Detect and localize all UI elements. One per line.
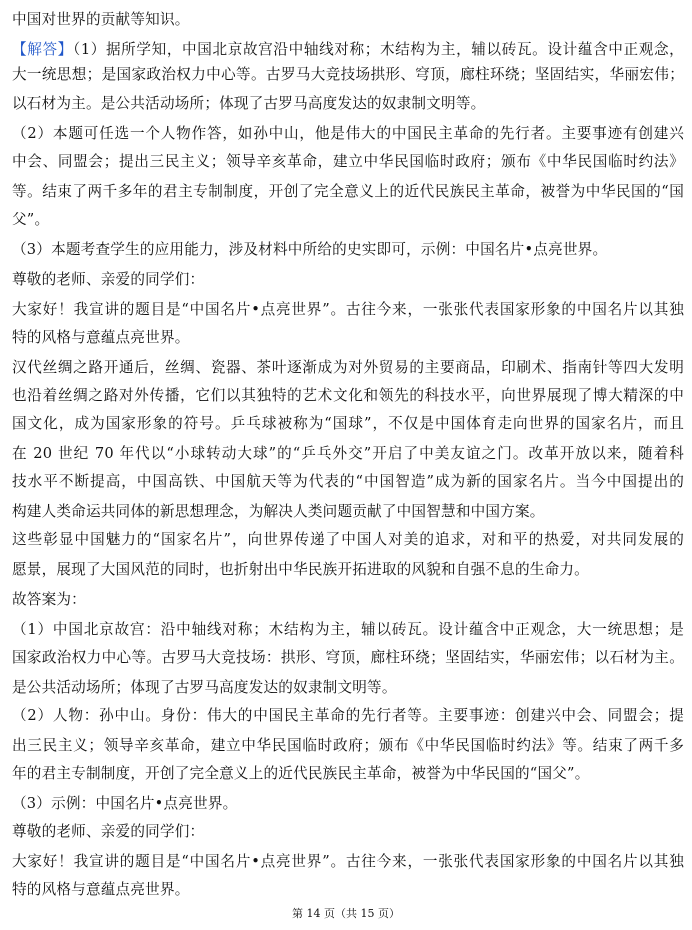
text-line bbox=[12, 852, 684, 872]
text-line bbox=[12, 240, 684, 260]
line-text: 特的风格与意蕴点亮世界。 bbox=[12, 881, 190, 898]
text-line bbox=[12, 648, 684, 668]
text-line bbox=[12, 40, 684, 60]
text-line bbox=[12, 414, 684, 434]
line-text: 尊敬的老师、亲爱的同学们： bbox=[12, 823, 205, 840]
line-text: 构建人类命运共同体的新思想理念，为解决人类问题贡献了中国智慧和中国方案。 bbox=[12, 503, 545, 520]
line-text: 故答案为： bbox=[12, 591, 86, 608]
text-line bbox=[12, 386, 684, 406]
text-line bbox=[12, 706, 684, 726]
line-text: （3）本题考查学生的应用能力，涉及材料中所给的史实即可，示例：中国名片•点亮世界。 bbox=[12, 241, 608, 258]
line-text: 也沿着丝绸之路对外传播，它们以其独特的艺术文化和领先的科技水平，向世界展现了博大精深的中 bbox=[12, 387, 684, 404]
line-text: （1）中国北京故宫：沿中轴线对称；木结构为主，辅以砖瓦。设计蕴含中正观念，大一统思想；是 bbox=[12, 621, 684, 638]
text-line bbox=[12, 328, 684, 348]
line-text: 国文化，成为国家形象的符号。乒乓球被称为“国球”，不仅是中国体育走向世界的国家名片，而且 bbox=[12, 415, 684, 432]
line-text: 以石材为主。是公共活动场所；体现了古罗马高度发达的奴隶制文明等。 bbox=[12, 95, 486, 112]
line-text: 大家好！我宣讲的题目是“中国名片•点亮世界”。古往今来，一张张代表国家形象的中国名片以其独 bbox=[12, 301, 684, 318]
line-text: 国家政治权力中心等。古罗马大竞技场：拱形、穹顶，廊柱环绕；坚固结实，华丽宏伟；以石材为主。 bbox=[12, 649, 684, 666]
text-line bbox=[12, 182, 684, 202]
line-text: 愿景，展现了大国风范的同时，也折射出中华民族开拓进取的风貌和自强不息的生命力。 bbox=[12, 561, 589, 578]
text-line bbox=[12, 794, 684, 814]
line-text: （2）本题可任选一个人物作答，如孙中山，他是伟大的中国民主革命的先行者。主要事迹有创建兴 bbox=[12, 125, 684, 142]
line-text: 出三民主义；领导辛亥革命，建立中华民国临时政府；颁布《中华民国临时约法》等。结束了两千多 bbox=[12, 737, 684, 754]
text-line bbox=[12, 358, 684, 378]
line-text: （3）示例：中国名片•点亮世界。 bbox=[12, 795, 238, 812]
line-text: 这些彰显中国魅力的“国家名片”，向世界传递了中国人对美的追求，对和平的热爱，对共同发展的 bbox=[12, 531, 684, 548]
line-text: 是公共活动场所；体现了古罗马高度发达的奴隶制文明等。 bbox=[12, 679, 397, 696]
text-line bbox=[12, 590, 684, 610]
text-line bbox=[12, 560, 684, 580]
text-line bbox=[12, 736, 684, 756]
text-line bbox=[12, 210, 684, 230]
line-text: 年的君主专制制度，开创了完全意义上的近代民族民主革命，被誉为中华民国的“国父”。 bbox=[12, 765, 590, 782]
line-text: 尊敬的老师、亲爱的同学们： bbox=[12, 271, 205, 288]
text-line bbox=[12, 270, 684, 290]
line-text: 中国对世界的贡献等知识。 bbox=[12, 11, 190, 28]
text-line bbox=[12, 124, 684, 144]
line-text: 在 20 世纪 70 年代以“小球转动大球”的“乒乓外交”开启了中美友谊之门。改革开放以来，随着科 bbox=[12, 445, 684, 462]
line-text: 等。结束了两千多年的君主专制制度，开创了完全意义上的近代民族民主革命，被誉为中华民国的“国 bbox=[12, 183, 684, 200]
text-line bbox=[12, 880, 684, 900]
text-line bbox=[12, 822, 684, 842]
text-line bbox=[12, 764, 684, 784]
answer-tag: 【解答】 bbox=[12, 41, 73, 58]
line-text: （1）据所学知，中国北京故宫沿中轴线对称；木结构为主，辅以砖瓦。设计蕴含中正观念， bbox=[72, 41, 684, 58]
text-line bbox=[12, 10, 684, 30]
line-text: 特的风格与意蕴点亮世界。 bbox=[12, 329, 190, 346]
text-line bbox=[12, 502, 684, 522]
line-text: （2）人物：孙中山。身份：伟大的中国民主革命的先行者等。主要事迹：创建兴中会、同盟会；提 bbox=[12, 707, 684, 724]
line-text: 父”。 bbox=[12, 211, 50, 228]
text-line bbox=[12, 620, 684, 640]
text-line bbox=[12, 678, 684, 698]
text-line bbox=[12, 94, 684, 114]
text-line bbox=[12, 300, 684, 320]
line-text: 大一统思想；是国家政治权力中心等。古罗马大竞技场拱形、穹顶，廊柱环绕；坚固结实，华丽宏伟； bbox=[12, 66, 684, 83]
text-line bbox=[12, 530, 684, 550]
line-text: 大家好！我宣讲的题目是“中国名片•点亮世界”。古往今来，一张张代表国家形象的中国名片以其独 bbox=[12, 853, 684, 870]
text-line bbox=[12, 152, 684, 172]
text-line bbox=[12, 65, 684, 85]
text-line bbox=[12, 444, 684, 464]
text-line bbox=[12, 472, 684, 492]
page-footer: 第 14 页（共 15 页） bbox=[292, 907, 400, 920]
line-text: 汉代丝绸之路开通后，丝绸、瓷器、茶叶逐渐成为对外贸易的主要商品，印刷术、指南针等四大发明 bbox=[12, 359, 684, 376]
line-text: 中会、同盟会；提出三民主义；领导辛亥革命，建立中华民国临时政府；颁布《中华民国临时约法》 bbox=[12, 153, 684, 170]
line-text: 技水平不断提高，中国高铁、中国航天等为代表的“中国智造”成为新的国家名片。当今中国提出的 bbox=[12, 473, 684, 490]
